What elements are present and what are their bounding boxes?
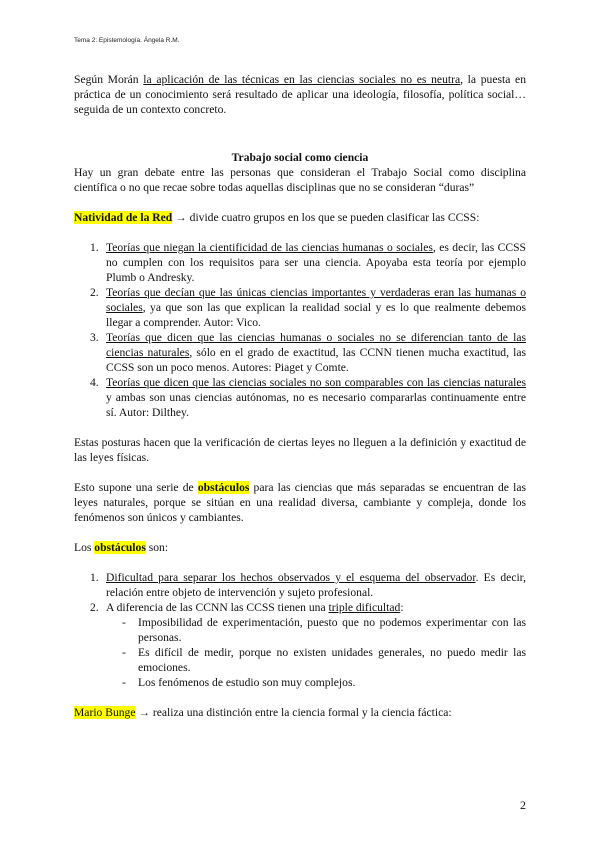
document-body <box>74 68 526 720</box>
text: son: <box>145 541 169 554</box>
obstacles-list <box>74 570 526 615</box>
text: Imposibilidad de experimentación, puesto que no podemos experimentar con las personas. <box>138 616 526 644</box>
text: A diferencia de las CCNN las CCSS tienen una <box>106 601 329 614</box>
list-number: 4. <box>90 376 99 389</box>
list-number: 2. <box>90 601 99 614</box>
highlighted-term: obstáculos <box>94 541 146 554</box>
text: Es difícil de medir, porque no existen unidades generales, no puedo medir las emociones. <box>138 646 526 674</box>
underlined-text: triple dificultad <box>328 601 401 614</box>
underlined-text: Teorías que dicen que las ciencias sociales no son comparables con las ciencias naturales <box>106 376 526 389</box>
underlined-text: Teorías que dicen que las ciencias humanas o sociales no se diferencian tanto de las ciencias naturales <box>106 331 526 359</box>
list-item <box>74 570 526 600</box>
paragraph-posturas: Estas posturas hacen que la verificación de ciertas leyes no lleguen a la definición y exactitud de las leyes físicas. <box>74 436 526 464</box>
underlined-text: Teorías que niegan la cientificidad de las ciencias humanas o sociales <box>106 241 433 254</box>
paragraph-obstaculos-son <box>74 540 526 555</box>
sublist-item <box>74 645 526 675</box>
text: , sólo en el grado de exactitud, las CCNN tienen mucha exactitud, las CCSS son un poco menos. Autores: Piaget y Comte. <box>106 346 526 374</box>
paragraph-bunge <box>74 705 526 720</box>
dash-bullet: - <box>122 616 126 629</box>
paragraph-natividad <box>74 210 526 225</box>
highlighted-name: Mario Bunge <box>74 706 136 719</box>
list-item <box>74 375 526 420</box>
underlined-text: Teorías que decían que las únicas ciencias importantes y verdaderas eran las humanas o sociales <box>106 286 526 314</box>
list-number: 3. <box>90 331 99 344</box>
sublist-item <box>74 675 526 690</box>
list-item <box>74 330 526 375</box>
list-number: 2. <box>90 286 99 299</box>
list-item <box>74 600 526 615</box>
page-header: Tema 2: Epistemología. Ángela R.M. <box>74 37 180 44</box>
page-number: 2 <box>520 798 526 812</box>
highlighted-name: Natividad de la Red <box>74 211 173 224</box>
text: , es decir, las CCSS no cumplen con los requisitos para ser una ciencia. Apoyaba esta teoría por ejemplo Plumb o Andresky. <box>106 241 526 284</box>
text: , ya que son las que explican la realidad social y es lo que realmente debemos llegar a comprender. Autor: Vico. <box>106 301 526 329</box>
paragraph-debate: Hay un gran debate entre las personas que consideran el Trabajo Social como disciplina científica o no que recae sobre todas aquellas disciplinas que no se consideran “duras” <box>74 166 526 194</box>
text: para las ciencias que más separadas se encuentran de las leyes naturales, porque se sitúan en una realidad diversa, cambiante y compleja, donde los fenómenos son únicos y cambiantes. <box>74 481 526 524</box>
text: y ambas son unas ciencias autónomas, no es necesario compararlas continuamente entre sí. Autor: Dilthey. <box>106 391 526 419</box>
theories-list <box>74 240 526 420</box>
text: : <box>400 601 404 614</box>
text: . Es decir, relación entre objeto de intervención y sujeto profesional. <box>106 571 526 599</box>
list-number: 1. <box>90 571 99 584</box>
text: → realiza una distinción entre la ciencia formal y la ciencia fáctica: <box>135 706 452 719</box>
section-title: Trabajo social como ciencia <box>231 151 369 164</box>
text: Los fenómenos de estudio son muy complejos. <box>138 676 356 689</box>
underlined-text: la aplicación de las técnicas en las ciencias sociales no es neutra <box>143 73 461 86</box>
highlighted-term: obstáculos <box>197 481 250 494</box>
paragraph-moran <box>74 72 526 117</box>
text: Esto supone una serie de <box>74 481 198 494</box>
dash-bullet: - <box>122 646 126 659</box>
text: , la puesta en práctica de un conocimiento será resultado de aplicar una ideología, filosofía, política social… seguida de un contexto concreto. <box>74 73 526 116</box>
underlined-text: Dificultad para separar los hechos observados y el esquema del observador <box>106 571 476 584</box>
paragraph-obstaculos-intro <box>74 480 526 525</box>
text: Según Morán <box>74 73 144 86</box>
list-item <box>74 285 526 330</box>
sublist-item <box>74 615 526 645</box>
list-number: 1. <box>90 241 99 254</box>
text: Los <box>74 541 95 554</box>
list-item <box>74 240 526 285</box>
dash-bullet: - <box>122 676 126 689</box>
difficulties-sublist <box>74 615 526 690</box>
text: → divide cuatro grupos en los que se pueden clasificar las CCSS: <box>172 211 480 224</box>
